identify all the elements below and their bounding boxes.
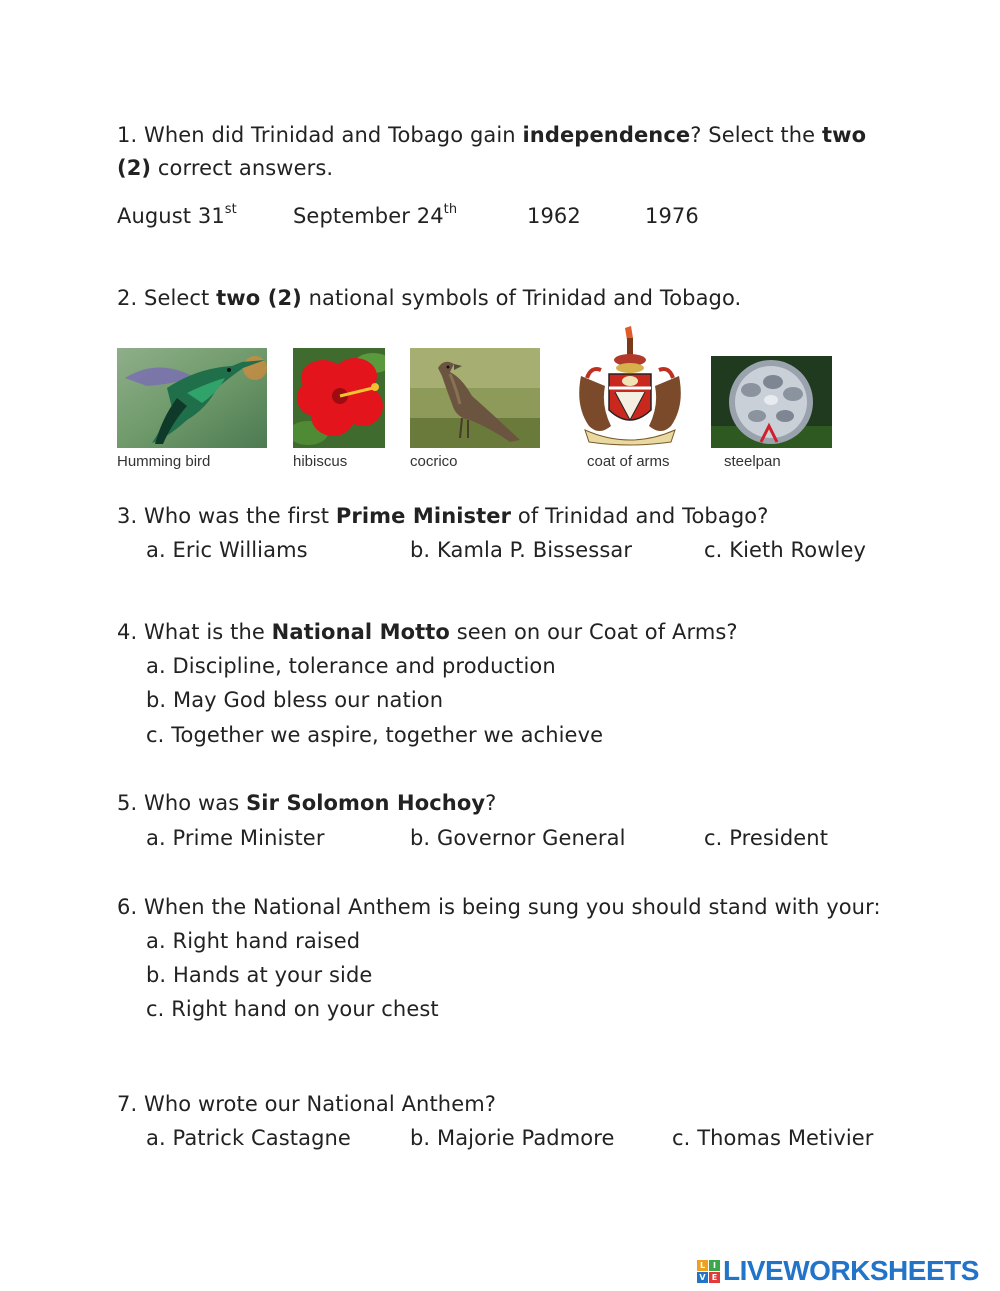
hummingbird-caption: Humming bird [117, 453, 211, 470]
question-5-option-c[interactable]: c. President [704, 826, 829, 850]
question-5-post: ? [485, 791, 497, 815]
question-7-option-b[interactable]: b. Majorie Padmore [410, 1126, 615, 1150]
question-4-text [117, 619, 738, 645]
question-4-keyword: National Motto [271, 620, 450, 644]
question-1-option-d[interactable] [645, 203, 699, 229]
question-4-option-a[interactable]: a. Discipline, tolerance and production [146, 654, 556, 678]
question-1-option-b[interactable] [293, 203, 457, 229]
cocrico-caption: cocrico [410, 453, 458, 470]
question-2-keyword: two (2) [216, 286, 302, 310]
question-6-option-b[interactable]: b. Hands at your side [146, 963, 373, 987]
question-6-text: 6. When the National Anthem is being sung you should stand with your: [117, 895, 881, 919]
option-text: September 24 [293, 204, 444, 228]
question-3-text [117, 503, 768, 529]
question-7-text: 7. Who wrote our National Anthem? [117, 1092, 497, 1116]
liveworksheets-logo[interactable] [697, 1256, 979, 1286]
question-5-option-a[interactable]: a. Prime Minister [146, 826, 325, 850]
question-3-pre: 3. Who was the first [117, 504, 336, 528]
liveworksheets-mark-icon [697, 1260, 720, 1283]
option-superscript: st [224, 202, 237, 217]
question-3-keyword: Prime Minister [335, 504, 512, 528]
question-1-count: (2) [117, 156, 152, 180]
question-5-option-b[interactable]: b. Governor General [410, 826, 626, 850]
logo-mark-letter: L [697, 1260, 708, 1271]
coat-of-arms-image[interactable] [571, 326, 689, 448]
question-1-line-2 [117, 155, 333, 181]
question-4-post: seen on our Coat of Arms? [449, 620, 738, 644]
question-1-option-c[interactable] [527, 203, 581, 229]
question-1-option-a[interactable] [117, 203, 237, 229]
steelpan-caption: steelpan [724, 453, 781, 470]
steelpan-image[interactable] [711, 356, 832, 448]
cocrico-image[interactable] [410, 348, 540, 448]
question-3-post: of Trinidad and Tobago? [511, 504, 769, 528]
question-1-text-mid: ? Select the [690, 123, 822, 147]
question-1-two: two [821, 123, 867, 147]
question-3-option-a[interactable]: a. Eric Williams [146, 538, 308, 562]
question-1-keyword: independence [522, 123, 691, 147]
question-1-text: 1. When did Trinidad and Tobago gain [117, 123, 523, 147]
option-text: 1976 [645, 204, 699, 228]
logo-mark-letter: V [697, 1272, 708, 1283]
question-5-keyword: Sir Solomon Hochoy [246, 791, 486, 815]
question-3-option-c[interactable]: c. Kieth Rowley [704, 538, 866, 562]
question-5-text [117, 790, 496, 816]
question-2-pre: 2. Select [117, 286, 217, 310]
question-6-option-c[interactable]: c. Right hand on your chest [146, 997, 439, 1021]
question-4-option-b[interactable]: b. May God bless our nation [146, 688, 444, 712]
question-2-text [117, 285, 741, 311]
question-7-option-c[interactable]: c. Thomas Metivier [672, 1126, 874, 1150]
logo-mark-letter: E [709, 1272, 720, 1283]
question-5-pre: 5. Who was [117, 791, 247, 815]
hibiscus-caption: hibiscus [293, 453, 348, 470]
option-text: 1962 [527, 204, 581, 228]
hummingbird-image[interactable] [117, 348, 267, 448]
liveworksheets-logo-text: LIVEWORKSHEETS [723, 1255, 979, 1286]
option-text: August 31 [117, 204, 225, 228]
hibiscus-image[interactable] [293, 348, 385, 448]
question-6-option-a[interactable]: a. Right hand raised [146, 929, 361, 953]
question-1-line-1 [117, 122, 866, 148]
question-2-post: national symbols of Trinidad and Tobago. [301, 286, 742, 310]
coat-of-arms-caption: coat of arms [587, 453, 670, 470]
question-4-option-c[interactable]: c. Together we aspire, together we achieve [146, 723, 604, 747]
logo-mark-letter: I [709, 1260, 720, 1271]
question-4-pre: 4. What is the [117, 620, 272, 644]
option-superscript: th [443, 202, 458, 217]
question-7-option-a[interactable]: a. Patrick Castagne [146, 1126, 351, 1150]
question-3-option-b[interactable]: b. Kamla P. Bissessar [410, 538, 633, 562]
question-1-text-end: correct answers. [151, 156, 334, 180]
